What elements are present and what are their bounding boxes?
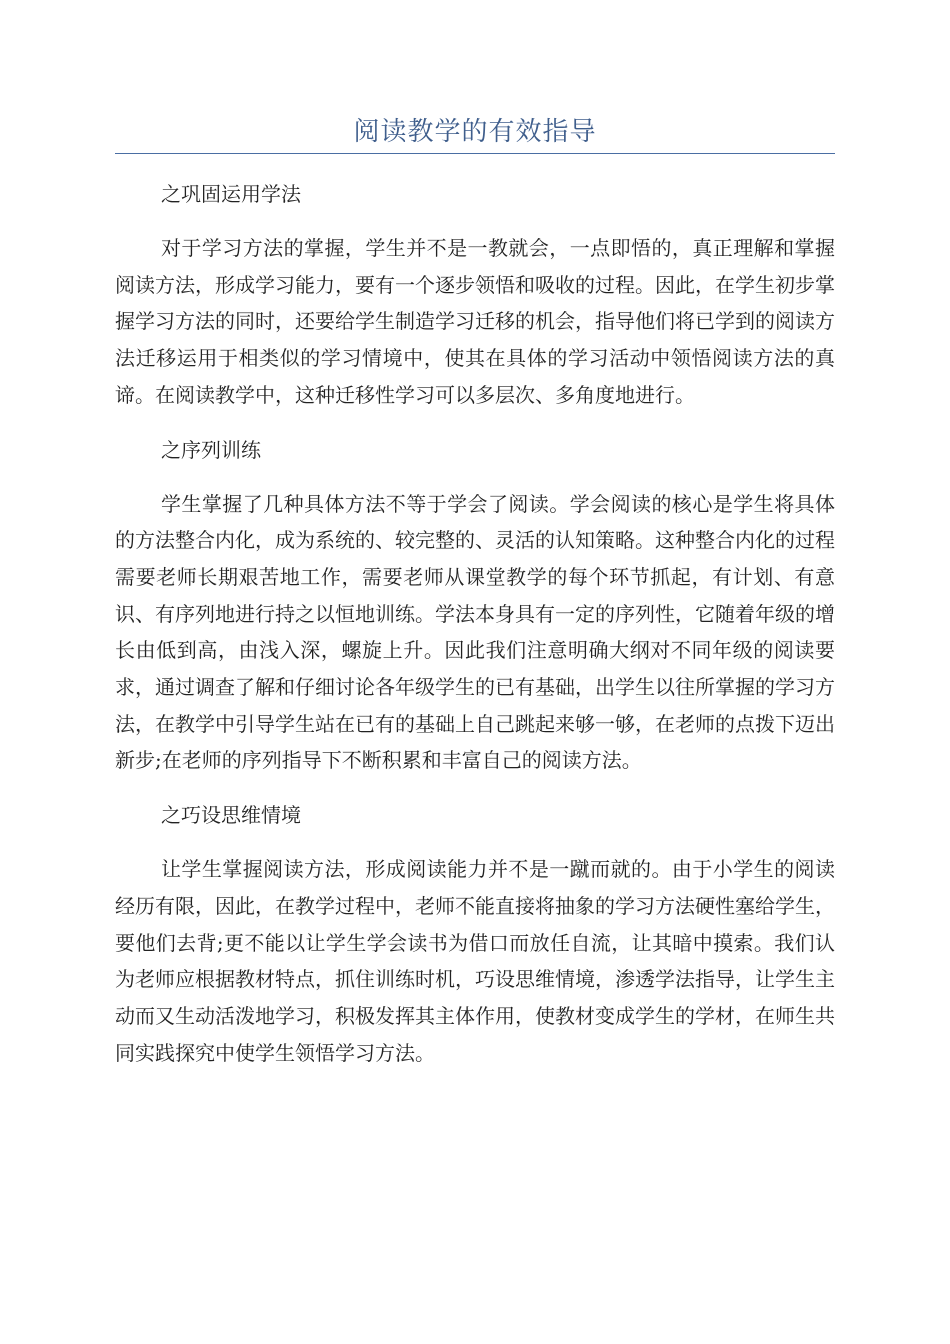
section-heading-3: 之巧设思维情境 <box>161 803 301 828</box>
section-heading-2: 之序列训练 <box>161 437 261 462</box>
section-paragraph-1: 对于学习方法的掌握，学生并不是一教就会，一点即悟的，真正理解和掌握阅读方法，形成学习能力，要有一个逐步领悟和吸收的过程。因此，在学生初步掌握学习方法的同时，还要给学生制造学习迁移的机会，指导他们将已学到的阅读方法迁移运用于相类似的学习情境中，使其在具体的学习活动中领悟阅读方法的真谛。在阅读教学中，这种迁移性学习可以多层次、多角度地进行。 <box>115 236 835 407</box>
title-underline <box>115 153 835 154</box>
section-heading-1: 之巩固运用学法 <box>161 182 301 206</box>
document-title: 阅读教学的有效指导 <box>353 117 597 147</box>
section-paragraph-2: 学生掌握了几种具体方法不等于学会了阅读。学会阅读的核心是学生将具体的方法整合内化，成为系统的、较完整的、灵活的认知策略。这种整合内化的过程需要老师长期艰苦地工作，需要老师从课堂教学的每个环节抓起，有计划、有意识、有序列地进行持之以恒地训练。学法本身具有一定的序列性，它随着年级的增长由低到高，由浅入深，螺旋上升。因此我们注意明确大纲对不同年级的阅读要求，通过调查了解和仔细讨论各年级学生的已有基础，出学生以往所掌握的学习方法，在教学中引导学生站在已有的基础上自己跳起来够一够，在老师的点拨下迈出新步;在老师的序列指导下不断积累和丰富自己的阅读方法。 <box>115 491 835 773</box>
document-body <box>115 176 835 1071</box>
section-paragraph-3: 让学生掌握阅读方法，形成阅读能力并不是一蹴而就的。由于小学生的阅读经历有限，因此，在教学过程中，老师不能直接将抽象的学习方法硬性塞给学生，要他们去背;更不能以让学生学会读书为借口而放任自流，让其暗中摸索。我们认为老师应根据教材特点，抓住训练时机，巧设思维情境，渗透学法指导，让学生主动而又生动活泼地学习，积极发挥其主体作用，使教材变成学生的学材，在师生共同实践探究中使学生领悟学习方法。 <box>115 857 835 1065</box>
